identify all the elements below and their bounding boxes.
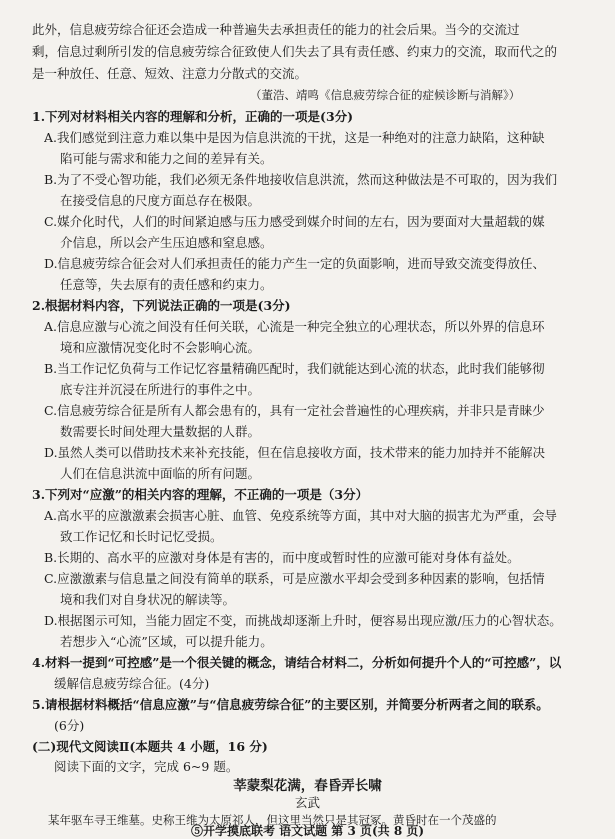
question-4-stem-cont: 缓解信息疲劳综合征。(4分) <box>54 676 210 691</box>
question-2-option-c-cont: 数需要长时间处理大量数据的人群。 <box>60 424 261 439</box>
question-1-option-b-cont: 在接受信息的尺度方面总存在极限。 <box>60 193 261 208</box>
question-2-option-a: A.信息应激与心流之间没有任何关联，心流是一种完全独立的心理状态，所以外界的信息环 <box>44 319 545 334</box>
question-1-option-a-cont: 陷可能与需求和能力之间的差异有关。 <box>60 151 273 166</box>
question-5-stem-cont: (6分) <box>54 718 85 733</box>
section-heading: (二)现代文阅读Ⅱ(本题共 4 小题，16 分) <box>32 739 268 754</box>
passage-source: （董浩、靖鸣《信息疲劳综合征的症候诊断与消解》） <box>250 88 521 102</box>
question-1-option-a: A.我们感觉到注意力难以集中是因为信息洪流的干扰，这是一种绝对的注意力缺陷，这种缺 <box>44 130 545 145</box>
question-3-option-c-cont: 境和我们对自身状况的解读等。 <box>60 592 236 607</box>
page-footer: ⑤开学摸底联考 语文试题 第 3 页(共 8 页) <box>190 824 425 838</box>
question-3-option-c: C.应激激素与信息量之间没有简单的联系，可是应激水平却会受到多种因素的影响，包括情 <box>44 571 545 586</box>
question-4-stem: 4.材料一提到“可控感”是一个很关键的概念，请结合材料二，分析如何提升个人的“可控感”，以 <box>32 655 562 670</box>
essay-author: 玄武 <box>294 795 320 810</box>
question-1-stem: 1.下列对材料相关内容的理解和分析，正确的一项是(3分) <box>32 109 354 124</box>
question-2-option-d-cont: 人们在信息洪流中面临的所有问题。 <box>60 466 261 481</box>
essay-first-line: 某年驱车寻王维墓。史称王维为太原祁人，但这里当然只是其冠冢。黄昏时在一个茂盛的 <box>48 813 497 827</box>
question-3-option-a-cont: 致工作记忆和长时记忆受损。 <box>60 529 223 544</box>
question-3-option-a: A.高水平的应激激素会损害心脏、血管、免疫系统等方面，其中对大脑的损害尤为严重，会导 <box>44 508 558 523</box>
passage-line: 是一种放任、任意、短效、注意力分散式的交流。 <box>32 66 308 81</box>
question-1-option-c-cont: 介信息，所以会产生压迫感和窒息感。 <box>60 235 273 250</box>
question-1-option-b: B.为了不受心智功能，我们必须无条件地接收信息洪流，然而这种做法是不可取的，因为我们 <box>44 172 558 187</box>
passage-line: 此外，信息疲劳综合征还会造成一种普遍失去承担责任的能力的社会后果。当今的交流过 <box>32 22 520 37</box>
question-1-option-d-cont: 任意等，失去原有的责任感和约束力。 <box>60 277 273 292</box>
question-2-option-b-cont: 底专注并沉浸在所进行的事件之中。 <box>60 382 261 397</box>
question-2-stem: 2.根据材料内容，下列说法正确的一项是(3分) <box>32 298 291 313</box>
question-5-stem: 5.请根据材料概括“信息应激”与“信息疲劳综合征”的主要区别，并简要分析两者之间的联系。 <box>32 697 549 712</box>
question-1-option-c: C.媒介化时代，人们的时间紧迫感与压力感受到媒介时间的左右，因为要面对大量超载的媒 <box>44 214 545 229</box>
question-3-option-d-cont: 若想步入“心流”区域，可以提升能力。 <box>60 634 273 649</box>
question-3-option-d: D.根据图示可知，当能力固定不变，而挑战却逐渐上升时，便容易出现应激/压力的心智状态。 <box>44 613 562 628</box>
essay-title: 莘蒙梨花满，春昏弄长啸 <box>233 778 382 794</box>
question-2-option-d: D.虽然人类可以借助技术来补充技能，但在信息接收方面，技术带来的能力加持并不能解决 <box>44 445 546 460</box>
question-3-option-b: B.长期的、高水平的应激对身体是有害的，而中度或暂时性的应激可能对身体有益处。 <box>44 550 520 565</box>
section-instruction: 阅读下面的文字，完成 6~9 题。 <box>54 759 239 774</box>
question-2-option-b: B.当工作记忆负荷与工作记忆容量精确匹配时，我们就能达到心流的状态，此时我们能够彻 <box>44 361 545 376</box>
question-3-stem: 3.下列对“应激”的相关内容的理解，不正确的一项是（3分） <box>32 487 369 502</box>
question-2-option-a-cont: 境和应激情况变化时不会影响心流。 <box>60 340 261 355</box>
question-1-option-d: D.信息疲劳综合征会对人们承担责任的能力产生一定的负面影响，进而导致交流变得放任、 <box>44 256 546 271</box>
question-2-option-c: C.信息疲劳综合征是所有人都会患有的，具有一定社会普遍性的心理疾病，并非只是青睐少 <box>44 403 545 418</box>
passage-line: 剩，信息过剩所引发的信息疲劳综合征致使人们失去了具有责任感、约束力的交流，取而代之的 <box>32 44 558 59</box>
